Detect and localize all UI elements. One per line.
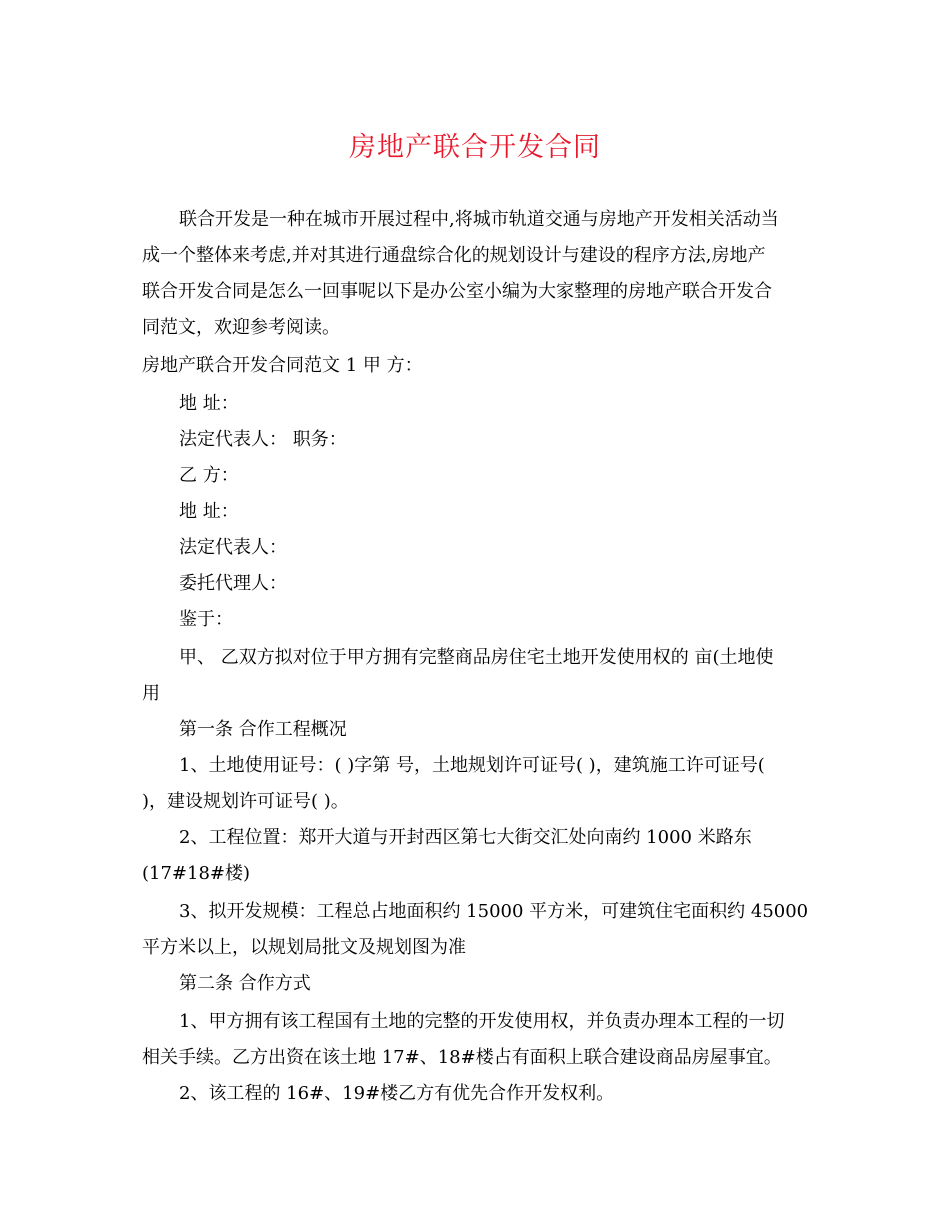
party-b-label: 乙 方： (179, 465, 239, 486)
article-1-item-3: 3、拟开发规模：工程总占地面积约 15000 平方米，可建筑住宅面积约 45000 (179, 901, 809, 922)
intro-line: 成一个整体来考虑,并对其进行通盘综合化的规划设计与建设的程序方法,房地产 (142, 245, 766, 266)
party-field-legal-rep-b: 法定代表人： (179, 537, 287, 558)
article-1-item-2: 2、工程位置：郑开大道与开封西区第七大街交汇处向南约 1000 米路东 (179, 827, 752, 848)
article-1-item-1: )，建设规划许可证号( )。 (142, 791, 349, 812)
article-2-item-2: 2、该工程的 16#、19#楼乙方有优先合作开发权利。 (179, 1083, 615, 1104)
document-title: 房地产联合开发合同 (349, 132, 601, 163)
intro-line: 同范文，欢迎参考阅读。 (142, 317, 340, 338)
article-1-item-2: (17#18#楼) (142, 863, 251, 884)
whereas-text: 甲、 乙双方拟对位于甲方拥有完整商品房住宅土地开发使用权的 亩(土地使 (179, 647, 774, 668)
article-2-item-1: 1、甲方拥有该工程国有土地的完整的开发使用权，并负责办理本工程的一切 (179, 1011, 785, 1032)
party-field-agent: 委托代理人： (179, 573, 287, 594)
article-1-item-3: 平方米以上，以规划局批文及规划图为准 (142, 937, 466, 958)
whereas-text: 用 (142, 683, 160, 704)
intro-line: 联合开发是一种在城市开展过程中,将城市轨道交通与房地产开发相关活动当 (179, 209, 779, 230)
party-field-address-b: 地 址： (179, 501, 239, 522)
article-1-item-1: 1、土地使用证号：( )字第 号，土地规划许可证号( )，建筑施工许可证号( (179, 755, 765, 776)
party-field-legal-rep-a: 法定代表人： 职务： (179, 429, 347, 450)
article-2-item-1: 相关手续。乙方出资在该土地 17#、18#楼占有面积上联合建设商品房屋事宜。 (142, 1047, 782, 1068)
intro-line: 联合开发合同是怎么一回事呢以下是办公室小编为大家整理的房地产联合开发合 (142, 281, 772, 302)
article-1-heading: 第一条 合作工程概况 (179, 719, 347, 740)
whereas-label: 鉴于： (179, 609, 233, 630)
sample-heading: 房地产联合开发合同范文 1 甲 方： (142, 355, 423, 376)
party-field-address-a: 地 址： (179, 393, 239, 414)
article-2-heading: 第二条 合作方式 (179, 973, 311, 994)
